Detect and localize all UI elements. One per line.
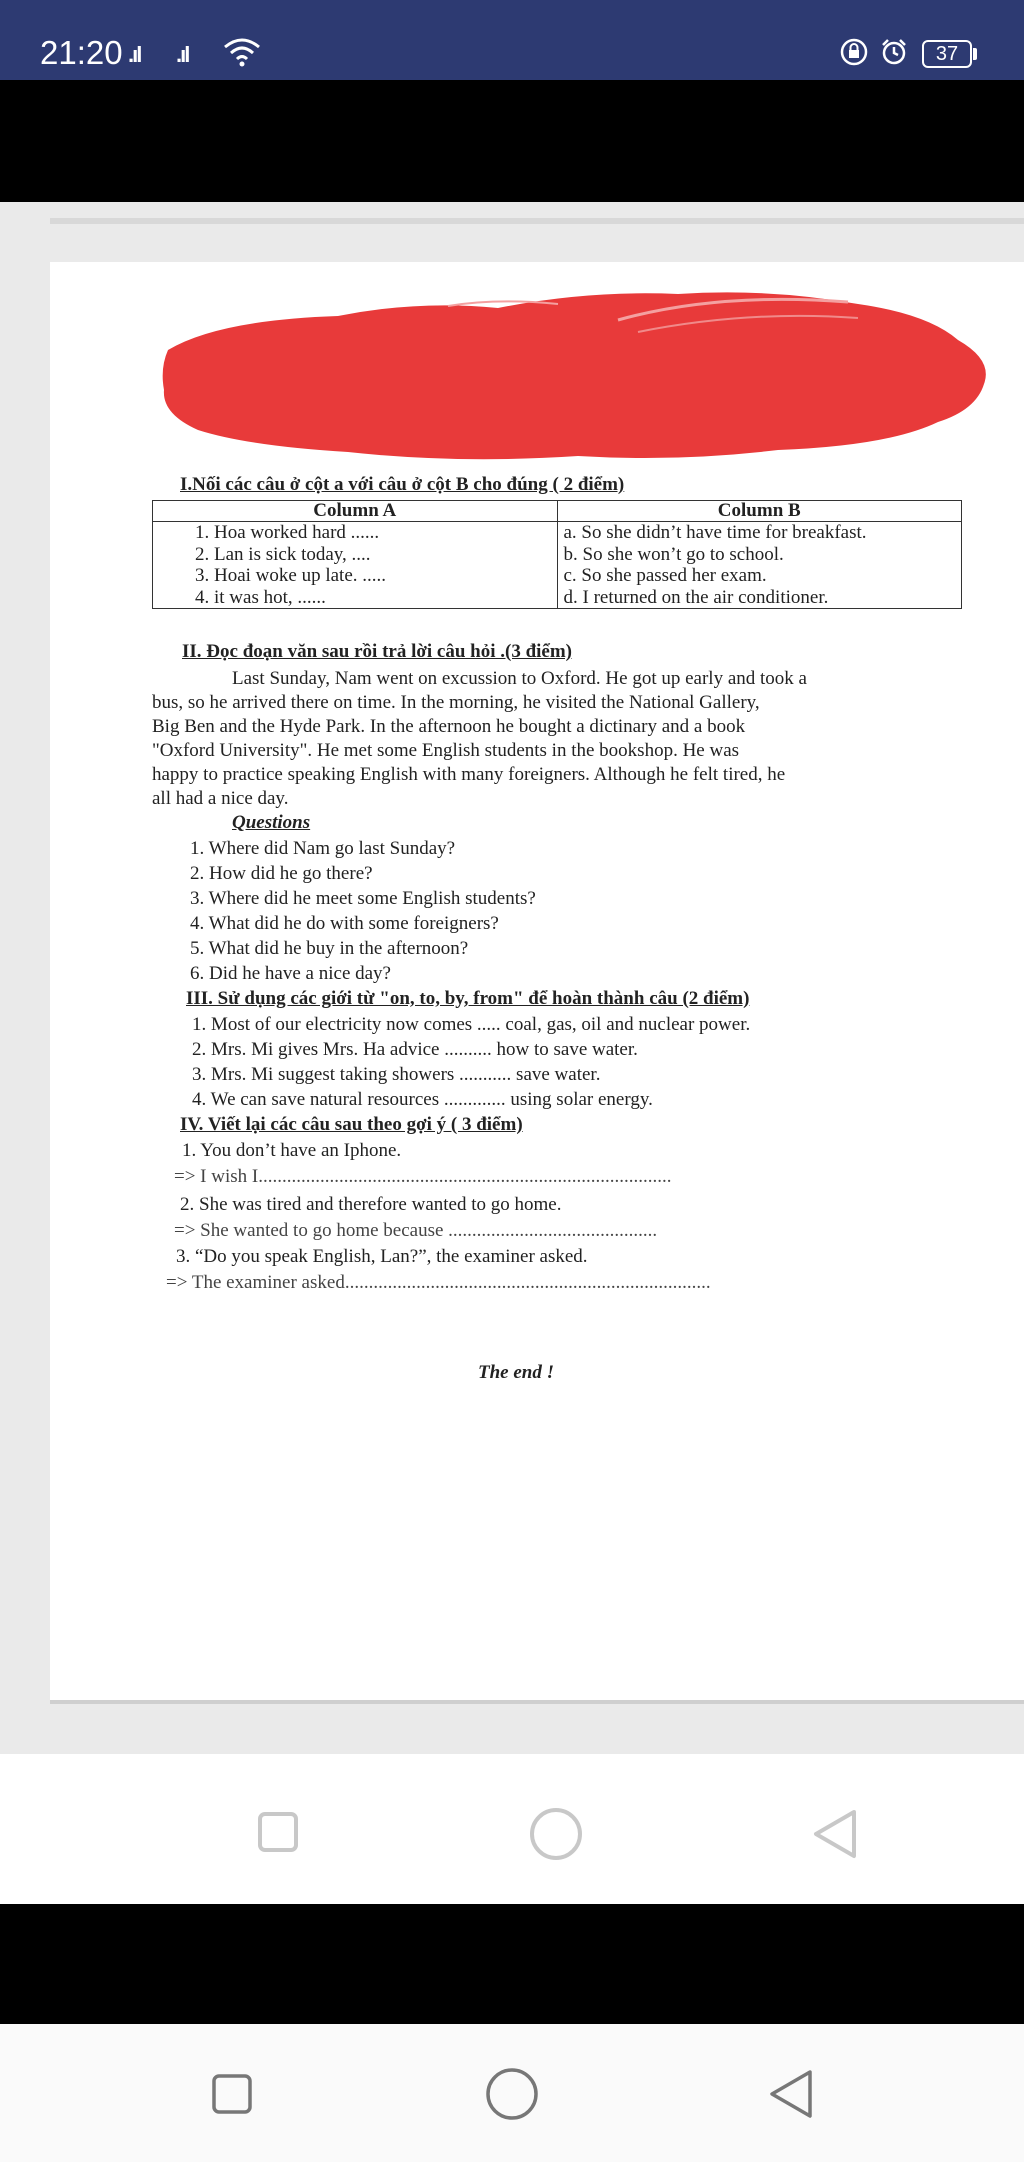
matching-table	[152, 500, 962, 609]
top-black-bar	[0, 80, 1024, 202]
redaction-scribble	[158, 280, 993, 466]
column-a-item: 1. Hoa worked hard ......	[195, 522, 380, 543]
section1-heading: I.Nối các câu ở cột a với câu ở cột B cho đúng ( 2 điểm)	[180, 474, 625, 495]
back-button[interactable]	[766, 2066, 816, 2122]
exercise-item: 3. Mrs. Mi suggest taking showers ........... save water.	[192, 1064, 601, 1085]
battery-level: 37	[935, 43, 959, 65]
back-icon[interactable]	[810, 1806, 860, 1862]
exercise-item: 2. Mrs. Mi gives Mrs. Ha advice .......... how to save water.	[192, 1039, 638, 1060]
exercise-item: 4. We can save natural resources ............. using solar energy.	[192, 1089, 653, 1110]
column-b-item: c. So she passed her exam.	[563, 565, 767, 586]
paragraph-line: "Oxford University". He met some English students in the bookshop. He was	[152, 740, 740, 761]
status-time: 21:20	[40, 34, 123, 71]
signal-icon-2: .ıl	[176, 42, 189, 67]
question-item: 1. Where did Nam go last Sunday?	[190, 838, 456, 859]
column-b-item: d. I returned on the air conditioner.	[563, 586, 829, 608]
paragraph-line: all had a nice day.	[152, 788, 289, 809]
paragraph-line: Last Sunday, Nam went on excussion to Oxford. He got up early and took a	[232, 668, 807, 689]
rewrite-answer-line: => She wanted to go home because ............................................	[174, 1220, 658, 1241]
question-item: 2. How did he go there?	[190, 863, 373, 884]
signal-icon: .ıl	[128, 42, 141, 67]
section3-heading: III. Sử dụng các giới từ "on, to, by, from" để hoàn thành câu (2 điểm)	[186, 988, 750, 1009]
paragraph-line: bus, so he arrived there on time. In the morning, he visited the National Gallery,	[152, 692, 760, 713]
wifi-icon	[222, 36, 262, 68]
column-a-header: Column A	[153, 501, 558, 522]
rewrite-line: 2. She was tired and therefore wanted to go home.	[180, 1194, 562, 1215]
rewrite-answer-line: => I wish I.......................................................................................	[174, 1166, 672, 1187]
column-a-item: 2. Lan is sick today, ....	[195, 543, 371, 565]
paragraph-line: happy to practice speaking English with many foreigners. Although he felt tired, he	[152, 764, 786, 785]
column-b-item: b. So she won’t go to school.	[563, 543, 784, 565]
status-bar	[0, 0, 1024, 80]
system-navigation-bar	[0, 2024, 1024, 2162]
section4-heading: IV. Viết lại các câu sau theo gợi ý ( 3 điểm)	[180, 1114, 523, 1135]
end-text: The end !	[478, 1362, 554, 1383]
home-button[interactable]	[484, 2066, 540, 2122]
column-a-item: 4. it was hot, ......	[195, 586, 326, 608]
previous-page-edge	[50, 218, 1024, 224]
paragraph-line: Big Ben and the Hyde Park. In the afternoon he bought a dictinary and a book	[152, 716, 746, 737]
questions-heading: Questions	[232, 812, 311, 833]
column-b-header: Column B	[557, 501, 962, 522]
battery-tip	[973, 48, 977, 60]
page-bottom-edge	[50, 1700, 1024, 1704]
recent-apps-button[interactable]	[210, 2072, 254, 2116]
exercise-item: 1. Most of our electricity now comes ..... coal, gas, oil and nuclear power.	[192, 1014, 751, 1035]
battery-icon	[922, 40, 972, 68]
inner-navigation-bar	[0, 1754, 1024, 1904]
question-item: 3. Where did he meet some English students?	[190, 888, 536, 909]
question-item: 5. What did he buy in the afternoon?	[190, 938, 469, 959]
recent-apps-icon[interactable]	[256, 1810, 300, 1854]
rewrite-line: 1. You don’t have an Iphone.	[182, 1140, 402, 1161]
column-a-item: 3. Hoai woke up late. .....	[195, 565, 387, 586]
column-b-item: a. So she didn’t have time for breakfast.	[563, 522, 867, 543]
alarm-icon	[880, 38, 908, 66]
rewrite-answer-line: => The examiner asked.............................................................................	[166, 1272, 711, 1293]
question-item: 6. Did he have a nice day?	[190, 963, 391, 984]
section2-heading: II. Đọc đoạn văn sau rồi trả lời câu hỏi .(3 điểm)	[182, 641, 573, 662]
question-item: 4. What did he do with some foreigners?	[190, 913, 499, 934]
home-icon[interactable]	[528, 1806, 584, 1862]
bottom-black-bar	[0, 1904, 1024, 2024]
lock-rotation-icon	[840, 38, 868, 66]
rewrite-line: 3. “Do you speak English, Lan?”, the examiner asked.	[176, 1246, 588, 1267]
